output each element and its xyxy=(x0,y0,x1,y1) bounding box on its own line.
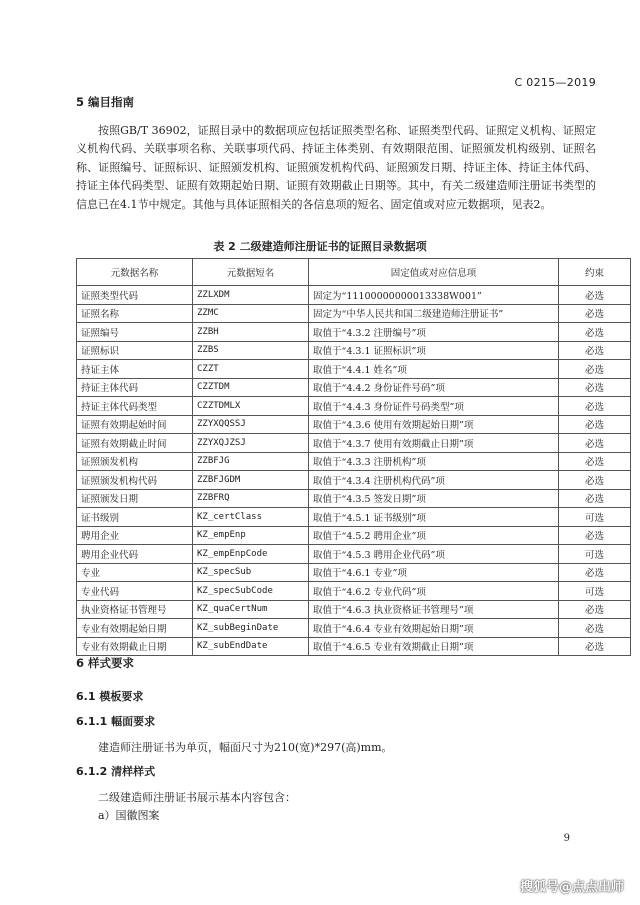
table-row xyxy=(77,415,631,434)
cell-metadata-abbr: ZZMC xyxy=(193,304,309,323)
cell-constraint: 必选 xyxy=(559,360,631,379)
cell-fixed-value: 取值于“4.5.1 证书级别”项 xyxy=(309,508,559,527)
cell-fixed-value: 取值于“4.4.3 身份证件号码类型”项 xyxy=(309,397,559,416)
table-row xyxy=(77,619,631,638)
cell-metadata-abbr: KZ_empEnpCode xyxy=(193,545,309,564)
cell-metadata-abbr: CZZTDMLX xyxy=(193,397,309,416)
watermark: 搜狐号@点点出师 xyxy=(519,880,624,895)
cell-fixed-value: 取值于“4.3.5 签发日期”项 xyxy=(309,489,559,508)
cell-metadata-abbr: KZ_specSubCode xyxy=(193,582,309,601)
cell-fixed-value: 取值于“4.4.2 身份证件号码”项 xyxy=(309,378,559,397)
cell-metadata-abbr: ZZYXQQSSJ xyxy=(193,415,309,434)
cell-metadata-abbr: KZ_specSub xyxy=(193,563,309,582)
table-row xyxy=(77,378,631,397)
cell-metadata-name: 证照有效期截止时间 xyxy=(77,434,193,453)
cell-metadata-abbr: KZ_empEnp xyxy=(193,526,309,545)
table-caption: 表 2 二级建造师注册证书的证照目录数据项 xyxy=(213,240,427,253)
cell-constraint: 必选 xyxy=(559,452,631,471)
table-row xyxy=(77,526,631,545)
cell-constraint: 必选 xyxy=(559,415,631,434)
cell-fixed-value: 取值于“4.3.3 注册机构”项 xyxy=(309,452,559,471)
cell-metadata-abbr: ZZBFJG xyxy=(193,452,309,471)
cell-metadata-name: 聘用企业代码 xyxy=(77,545,193,564)
table-row xyxy=(77,508,631,527)
cell-fixed-value: 取值于“4.3.4 注册机构代码”项 xyxy=(309,471,559,490)
cell-constraint: 可选 xyxy=(559,545,631,564)
table-row xyxy=(77,600,631,619)
section-6-1-1-text: 建造师注册证书为单页，幅面尺寸为210(宽)*297(高)mm。 xyxy=(98,741,393,754)
cell-constraint: 必选 xyxy=(559,434,631,453)
cell-fixed-value: 取值于“4.3.7 使用有效期截止日期”项 xyxy=(309,434,559,453)
table-row xyxy=(77,360,631,379)
cell-metadata-abbr: ZZBH xyxy=(193,323,309,342)
table-row xyxy=(77,397,631,416)
section-5-title: 5 编目指南 xyxy=(76,95,135,109)
cell-metadata-name: 专业有效期截止日期 xyxy=(77,637,193,656)
table-row xyxy=(77,582,631,601)
table-row xyxy=(77,434,631,453)
section-6-1-title: 6.1 模板要求 xyxy=(76,690,144,703)
table-row xyxy=(77,452,631,471)
cell-metadata-name: 专业有效期起始日期 xyxy=(77,619,193,638)
table-row xyxy=(77,489,631,508)
cell-metadata-name: 证照颁发日期 xyxy=(77,489,193,508)
header-metadata-abbr: 元数据短名 xyxy=(193,259,309,286)
cell-fixed-value: 取值于“4.5.2 聘用企业”项 xyxy=(309,526,559,545)
cell-metadata-abbr: ZZLXDM xyxy=(193,286,309,305)
cell-constraint: 必选 xyxy=(559,526,631,545)
cell-metadata-abbr: KZ_subEndDate xyxy=(193,637,309,656)
cell-fixed-value: 取值于“4.3.6 使用有效期起始日期”项 xyxy=(309,415,559,434)
standard-code: C 0215—2019 xyxy=(514,76,596,89)
section-5-paragraph xyxy=(76,122,596,214)
cell-fixed-value: 固定为“中华人民共和国二级建造师注册证书” xyxy=(309,304,559,323)
cell-constraint: 必选 xyxy=(559,304,631,323)
table-row xyxy=(77,545,631,564)
cell-metadata-abbr: ZZYXQJZSJ xyxy=(193,434,309,453)
cell-metadata-name: 证照名称 xyxy=(77,304,193,323)
header-fixed-value: 固定值或对应信息项 xyxy=(309,259,559,286)
cell-metadata-name: 持证主体代码类型 xyxy=(77,397,193,416)
cell-metadata-name: 执业资格证书管理号 xyxy=(77,600,193,619)
cell-fixed-value: 取值于“4.6.4 专业有效期起始日期”项 xyxy=(309,619,559,638)
cell-metadata-name: 证照编号 xyxy=(77,323,193,342)
cell-metadata-abbr: KZ_quaCertNum xyxy=(193,600,309,619)
section-6-1-2-text: 二级建造师注册证书展示基本内容包含： xyxy=(98,791,296,804)
cell-metadata-name: 证照颁发机构 xyxy=(77,452,193,471)
cell-metadata-name: 证照有效期起始时间 xyxy=(77,415,193,434)
cell-metadata-abbr: ZZBS xyxy=(193,341,309,360)
cell-constraint: 必选 xyxy=(559,619,631,638)
cell-metadata-name: 证照类型代码 xyxy=(77,286,193,305)
cell-metadata-name: 专业 xyxy=(77,563,193,582)
cell-metadata-name: 专业代码 xyxy=(77,582,193,601)
section-6-1-1-title: 6.1.1 幅面要求 xyxy=(76,715,156,728)
cell-fixed-value: 取值于“4.4.1 姓名”项 xyxy=(309,360,559,379)
cell-metadata-abbr: ZZBFJGDM xyxy=(193,471,309,490)
table-row xyxy=(77,286,631,305)
cell-metadata-abbr: CZZTDM xyxy=(193,378,309,397)
table-row xyxy=(77,341,631,360)
cell-metadata-name: 证照颁发机构代码 xyxy=(77,471,193,490)
cell-constraint: 可选 xyxy=(559,508,631,527)
table-row xyxy=(77,563,631,582)
cell-metadata-abbr: KZ_subBeginDate xyxy=(193,619,309,638)
cell-fixed-value: 取值于“4.6.5 专业有效期截止日期”项 xyxy=(309,637,559,656)
list-item-a: a）国徽图案 xyxy=(98,809,160,822)
cell-constraint: 必选 xyxy=(559,471,631,490)
cell-fixed-value: 取值于“4.6.3 执业资格证书管理号”项 xyxy=(309,600,559,619)
cell-constraint: 必选 xyxy=(559,378,631,397)
cell-metadata-name: 持证主体 xyxy=(77,360,193,379)
table-row xyxy=(77,637,631,656)
table-row xyxy=(77,471,631,490)
page-number: 9 xyxy=(563,833,570,844)
cell-fixed-value: 取值于“4.3.2 注册编号”项 xyxy=(309,323,559,342)
cell-fixed-value: 固定为“11100000000013338W001” xyxy=(309,286,559,305)
cell-fixed-value: 取值于“4.6.2 专业代码”项 xyxy=(309,582,559,601)
cell-fixed-value: 取值于“4.5.3 聘用企业代码”项 xyxy=(309,545,559,564)
cell-constraint: 可选 xyxy=(559,582,631,601)
table-row xyxy=(77,323,631,342)
cell-fixed-value: 取值于“4.6.1 专业”项 xyxy=(309,563,559,582)
metadata-table xyxy=(76,258,631,656)
cell-constraint: 必选 xyxy=(559,600,631,619)
cell-constraint: 必选 xyxy=(559,489,631,508)
table-row xyxy=(77,304,631,323)
section-5-paragraph-text: 按照GB/T 36902，证照目录中的数据项应包括证照类型名称、证照类型代码、证照定义机构、证照定义机构代码、关联事项名称、关联事项代码、持证主体类别、有效期限范围、证照颁发机构级别、证照名称、证照编号、证照标识、证照颁发机构、证照颁发机构代码、证照颁发日期、持证主体、持证主体代码、持证主体代码类型、证照有效期起始日期、证照有效期截止日期等。其中，有关二级建造师注册证书类型的信息已在4.1节中规定。其他与具体证照相关的各信息项的短名、固定值或对应元数据项，见表2。 xyxy=(76,124,596,211)
table-header-row xyxy=(77,259,631,286)
cell-constraint: 必选 xyxy=(559,323,631,342)
cell-metadata-name: 持证主体代码 xyxy=(77,378,193,397)
cell-metadata-name: 证照标识 xyxy=(77,341,193,360)
cell-metadata-abbr: CZZT xyxy=(193,360,309,379)
cell-fixed-value: 取值于“4.3.1 证照标识”项 xyxy=(309,341,559,360)
cell-metadata-abbr: KZ_certClass xyxy=(193,508,309,527)
cell-constraint: 必选 xyxy=(559,563,631,582)
cell-constraint: 必选 xyxy=(559,397,631,416)
cell-constraint: 必选 xyxy=(559,341,631,360)
section-6-1-2-title: 6.1.2 清样样式 xyxy=(76,765,156,778)
cell-metadata-name: 证书级别 xyxy=(77,508,193,527)
header-constraint: 约束 xyxy=(559,259,631,286)
header-metadata-name: 元数据名称 xyxy=(77,259,193,286)
cell-metadata-name: 聘用企业 xyxy=(77,526,193,545)
cell-constraint: 必选 xyxy=(559,637,631,656)
cell-constraint: 必选 xyxy=(559,286,631,305)
cell-metadata-abbr: ZZBFRQ xyxy=(193,489,309,508)
section-6-title: 6 样式要求 xyxy=(76,656,135,670)
